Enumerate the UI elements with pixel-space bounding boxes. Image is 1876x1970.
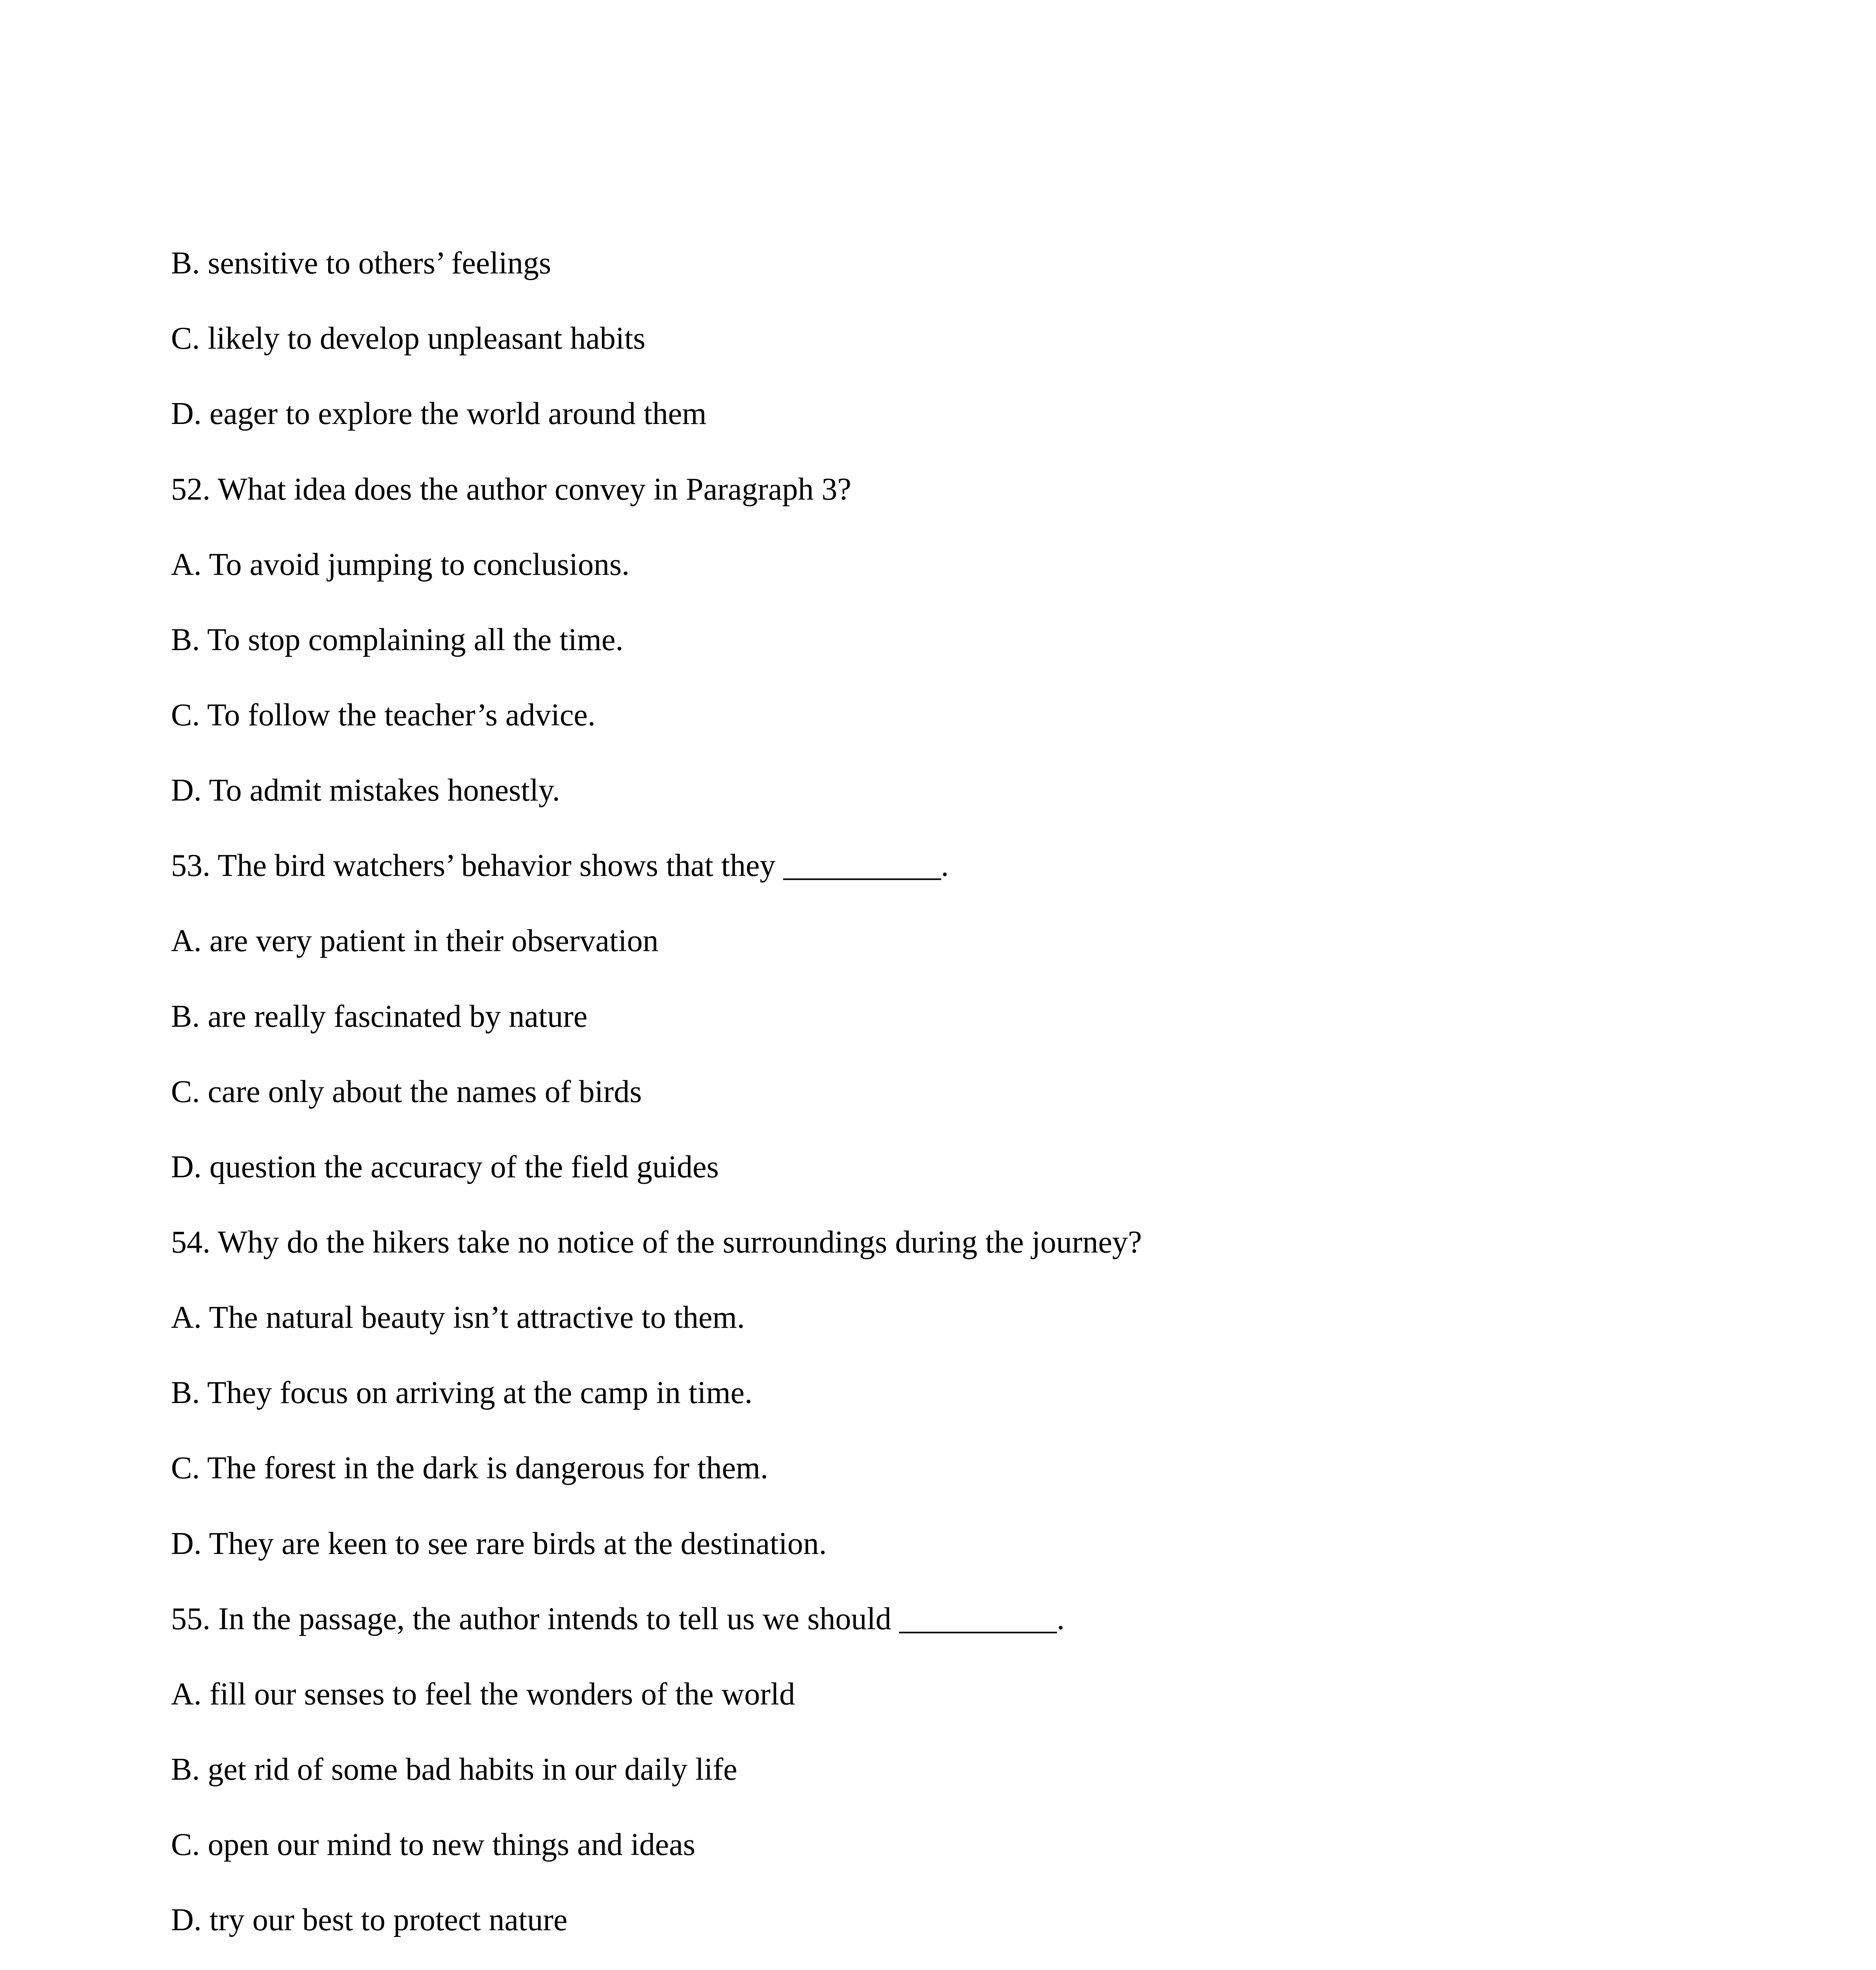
q52-option-d: D. To admit mistakes honestly. (171, 773, 560, 808)
q52-option-b: B. To stop complaining all the time. (171, 623, 624, 657)
q52-stem: 52. What idea does the author convey in Paragraph 3? (171, 472, 851, 507)
q53-option-b: B. are really fascinated by nature (171, 999, 588, 1034)
q54-option-d: D. They are keen to see rare birds at the destination. (171, 1526, 827, 1561)
q54-option-a: A. The natural beauty isn’t attractive to them. (171, 1300, 745, 1335)
q55-option-b: B. get rid of some bad habits in our daily life (171, 1752, 737, 1787)
q55-stem: 55. In the passage, the author intends to tell us we should __________. (171, 1602, 1065, 1636)
q52-option-c: C. To follow the teacher’s advice. (171, 698, 596, 732)
q55-option-c: C. open our mind to new things and ideas (171, 1827, 695, 1862)
q51-option-b: B. sensitive to others’ feelings (171, 246, 551, 281)
q51-option-d: D. eager to explore the world around them (171, 396, 707, 431)
q52-option-a: A. To avoid jumping to conclusions. (171, 547, 630, 582)
q55-option-a: A. fill our senses to feel the wonders of the world (171, 1677, 795, 1712)
q55-option-d: D. try our best to protect nature (171, 1903, 568, 1937)
q53-option-d: D. question the accuracy of the field guides (171, 1150, 719, 1184)
q54-option-c: C. The forest in the dark is dangerous for them. (171, 1451, 768, 1485)
q51-option-c: C. likely to develop unpleasant habits (171, 321, 646, 356)
q54-stem: 54. Why do the hikers take no notice of the surroundings during the journey? (171, 1225, 1142, 1260)
q53-option-c: C. care only about the names of birds (171, 1074, 642, 1109)
q53-stem: 53. The bird watchers’ behavior shows that they __________. (171, 848, 949, 883)
q54-option-b: B. They focus on arriving at the camp in time. (171, 1375, 752, 1410)
q53-option-a: A. are very patient in their observation (171, 924, 659, 958)
